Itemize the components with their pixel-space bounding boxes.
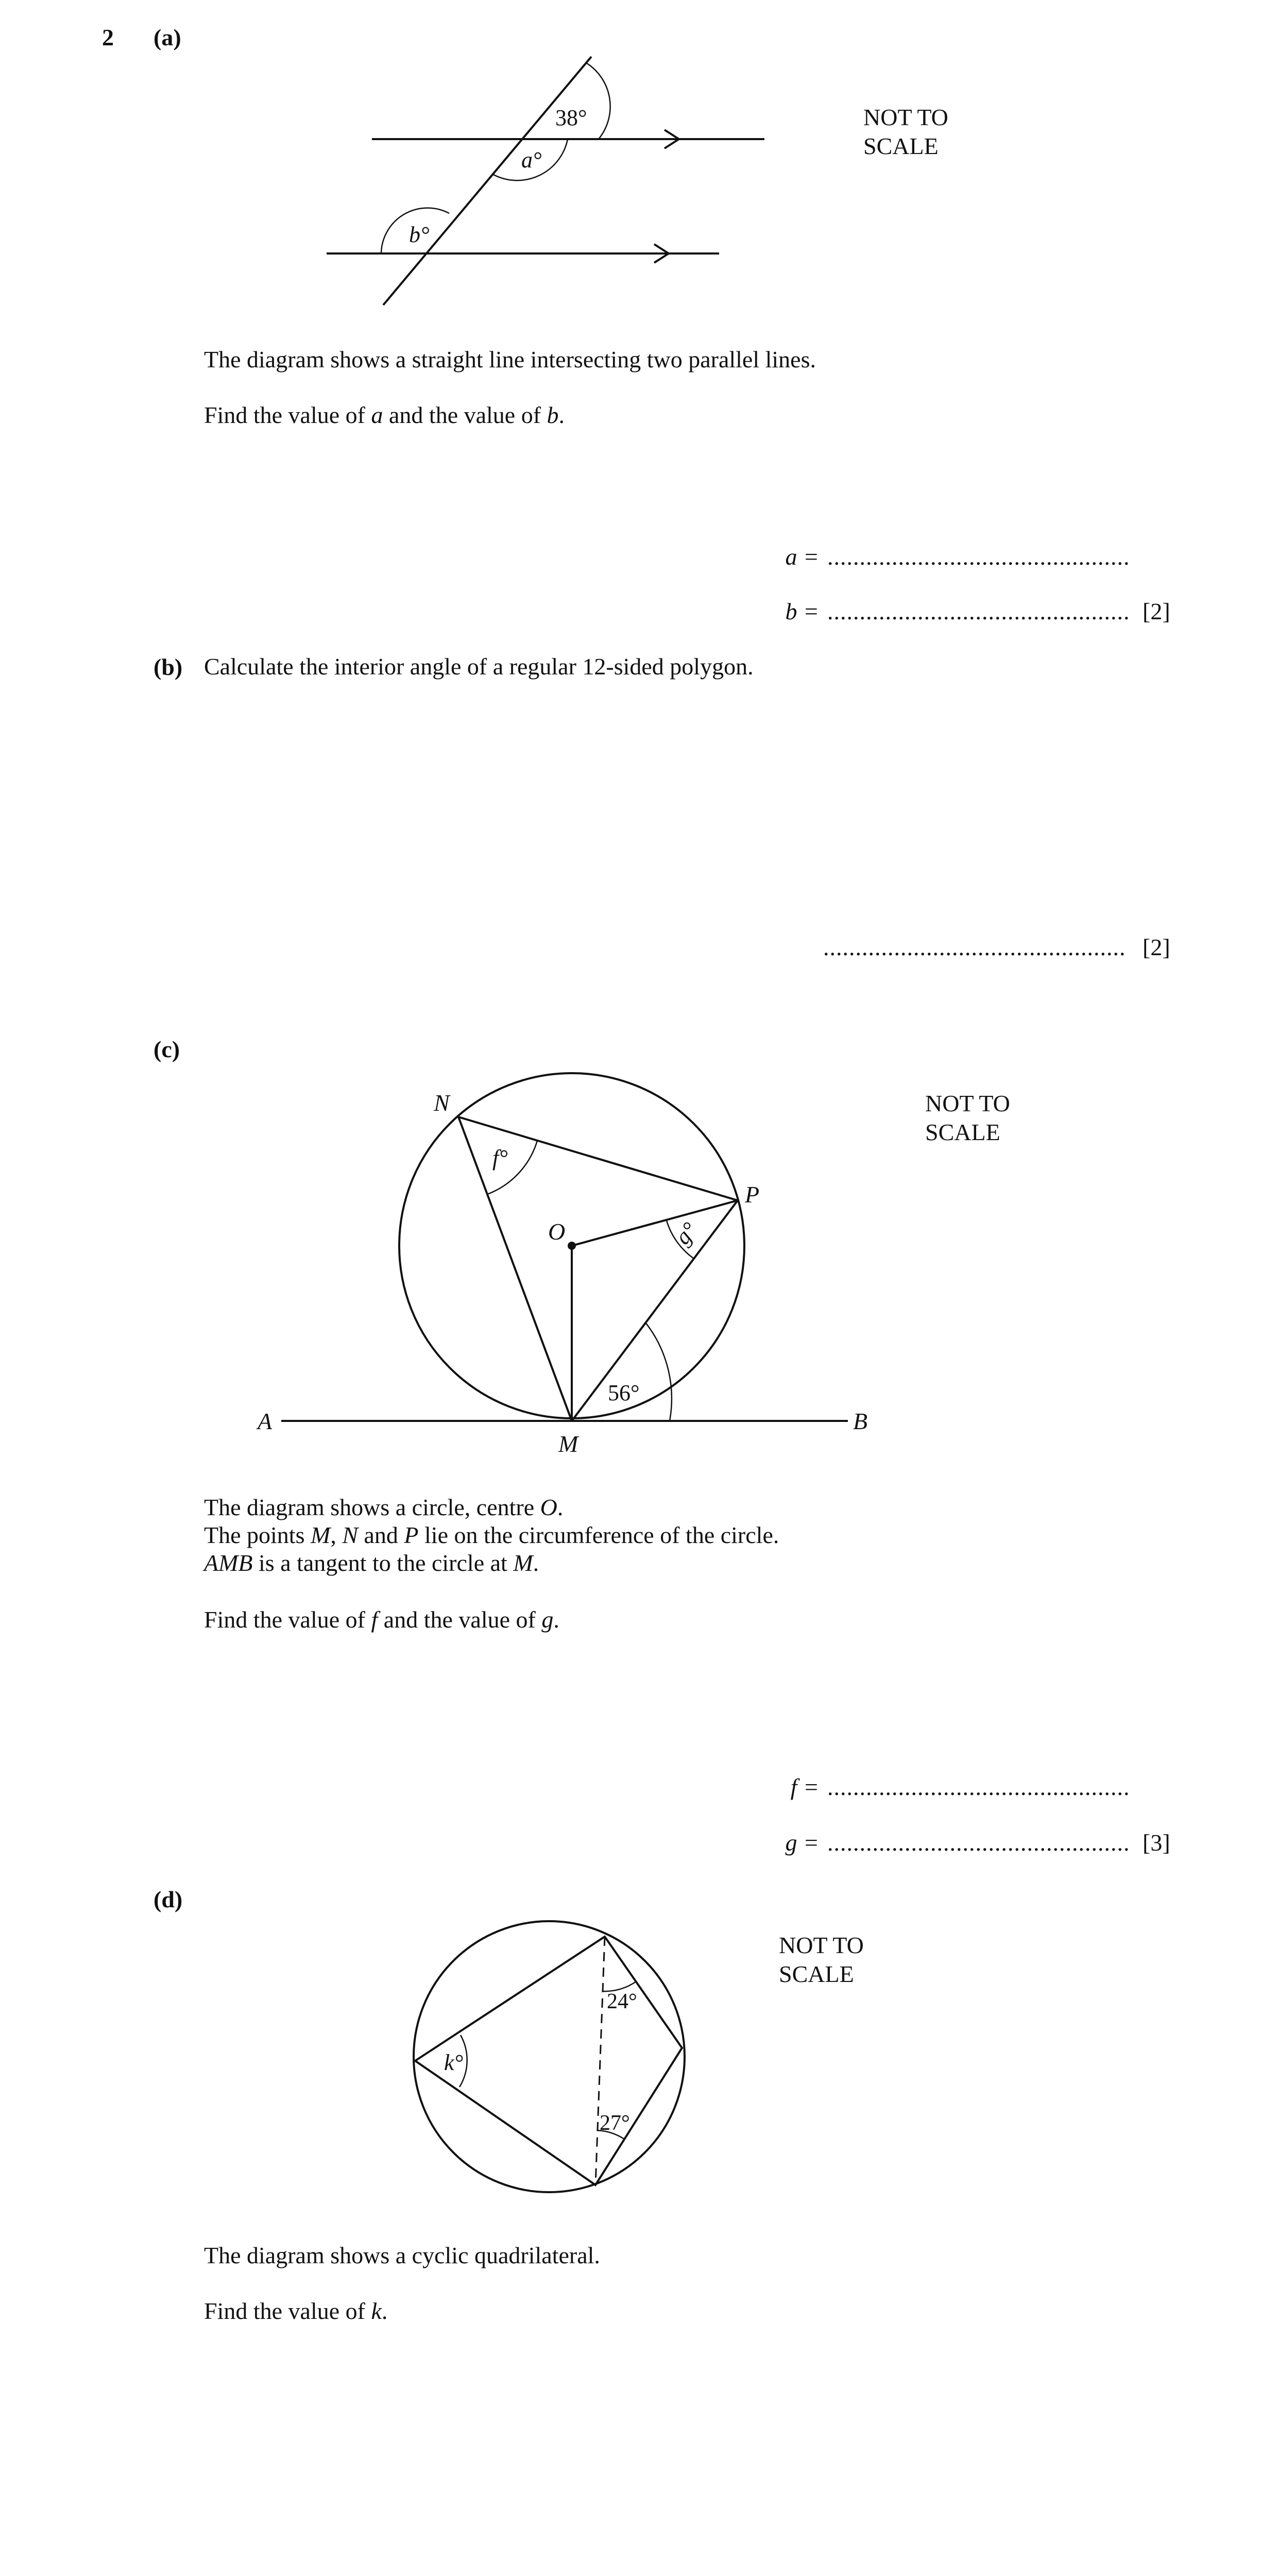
var-m: M: [513, 1550, 533, 1576]
text-segment: The diagram shows a circle, centre: [204, 1494, 540, 1520]
text-segment: lie on the circumference of the circle.: [418, 1522, 779, 1548]
angle-a-label: a°: [521, 147, 542, 173]
question-number: 2: [102, 24, 114, 50]
angle-24-label: 24°: [607, 1990, 637, 2013]
part-c-instruction: [204, 1605, 559, 1634]
part-d-description: The diagram shows a cyclic quadrilateral.: [204, 2242, 600, 2268]
var-p: P: [404, 1522, 419, 1548]
answer-b-label: b =: [785, 598, 819, 624]
part-b-label: (b): [154, 654, 183, 680]
point-a-label: A: [258, 1408, 272, 1434]
part-b-marks: [2]: [1143, 934, 1170, 960]
text-segment: Find the value of: [204, 1606, 371, 1633]
text-segment: The points: [204, 1522, 311, 1548]
text-segment: is a tangent to the circle at: [252, 1550, 514, 1576]
centre-point-o: [568, 1242, 576, 1250]
chord-nm: [458, 1117, 572, 1421]
angle-f-label: f°: [492, 1145, 508, 1171]
part-a-instruction: [204, 401, 565, 430]
diagonal-dashed: [595, 1937, 605, 2185]
answer-f-field[interactable]: ...............................................: [827, 1774, 1130, 1800]
angle-k-label: k°: [444, 2050, 464, 2075]
text-segment: .: [533, 1550, 539, 1576]
part-a-label: (a): [154, 24, 181, 50]
radius-op: [572, 1200, 738, 1246]
part-c-marks: [3]: [1143, 1829, 1170, 1856]
point-m-label: M: [558, 1431, 578, 1457]
text-segment: .: [381, 2298, 388, 2324]
not-to-scale-d-line2: SCALE: [779, 1961, 854, 1987]
part-c-label: (c): [154, 1036, 180, 1062]
var-n: N: [342, 1522, 358, 1548]
point-b-label: B: [853, 1408, 868, 1434]
angle-56-label: 56°: [608, 1380, 640, 1405]
part-d-instruction: [204, 2297, 387, 2326]
text-segment: ,: [330, 1522, 343, 1548]
angle-38-label: 38°: [555, 105, 587, 130]
answer-g-field[interactable]: ...............................................: [827, 1829, 1130, 1856]
part-b-question: Calculate the interior angle of a regular 12-sided polygon.: [204, 653, 754, 680]
angle-27-label: 27°: [600, 2111, 630, 2135]
text-segment: Find the value of: [204, 402, 371, 428]
part-c-line-2: [204, 1521, 779, 1550]
angle-38-arc: [586, 63, 610, 139]
text-segment: .: [557, 1494, 564, 1520]
var-f: f: [371, 1606, 378, 1633]
var-amb: AMB: [204, 1550, 253, 1576]
answer-g-label: g =: [785, 1829, 819, 1856]
not-to-scale-c-line1: NOT TO: [925, 1090, 1010, 1116]
text-segment: and: [358, 1522, 404, 1548]
not-to-scale-a-line2: SCALE: [863, 133, 939, 159]
point-o-label: O: [548, 1218, 566, 1245]
var-b: b: [547, 402, 559, 428]
answer-part-b-field[interactable]: ...............................................: [823, 934, 1126, 960]
not-to-scale-a-line1: NOT TO: [863, 104, 948, 130]
angle-b-label: b°: [409, 222, 430, 247]
angle-g-label: g°: [670, 1217, 703, 1249]
answer-b-field[interactable]: ...............................................: [827, 598, 1130, 624]
chord-mp: [572, 1200, 738, 1421]
var-a: a: [371, 402, 383, 428]
text-segment: .: [553, 1606, 559, 1633]
part-c-line-1: [204, 1493, 563, 1522]
part-d-label: (d): [154, 1886, 183, 1912]
text-segment: and the value of: [383, 402, 547, 428]
answer-a-label: a =: [785, 544, 819, 570]
cyclic-quadrilateral-diagram: [0, 1906, 1278, 2215]
var-g: g: [541, 1606, 554, 1633]
answer-a-field[interactable]: ...............................................: [827, 544, 1130, 570]
point-p-label: P: [745, 1181, 760, 1208]
var-k: k: [371, 2298, 382, 2324]
circle-tangent-diagram: [0, 1030, 1278, 1457]
var-o: O: [540, 1494, 557, 1520]
answer-f-label: f =: [790, 1774, 819, 1800]
transversal-line: [383, 57, 591, 305]
not-to-scale-c-line2: SCALE: [925, 1119, 1000, 1145]
not-to-scale-d-line1: NOT TO: [779, 1932, 864, 1958]
angle-56-arc: [645, 1323, 672, 1421]
parallel-lines-diagram: [0, 0, 1278, 361]
text-segment: Find the value of: [204, 2298, 371, 2324]
text-segment: and the value of: [378, 1606, 542, 1633]
part-a-marks: [2]: [1143, 598, 1170, 624]
var-m: M: [310, 1522, 331, 1548]
part-c-line-3: [204, 1549, 539, 1578]
text-segment: .: [558, 402, 565, 428]
part-a-description: The diagram shows a straight line intersecting two parallel lines.: [204, 346, 816, 372]
point-n-label: N: [434, 1090, 450, 1116]
